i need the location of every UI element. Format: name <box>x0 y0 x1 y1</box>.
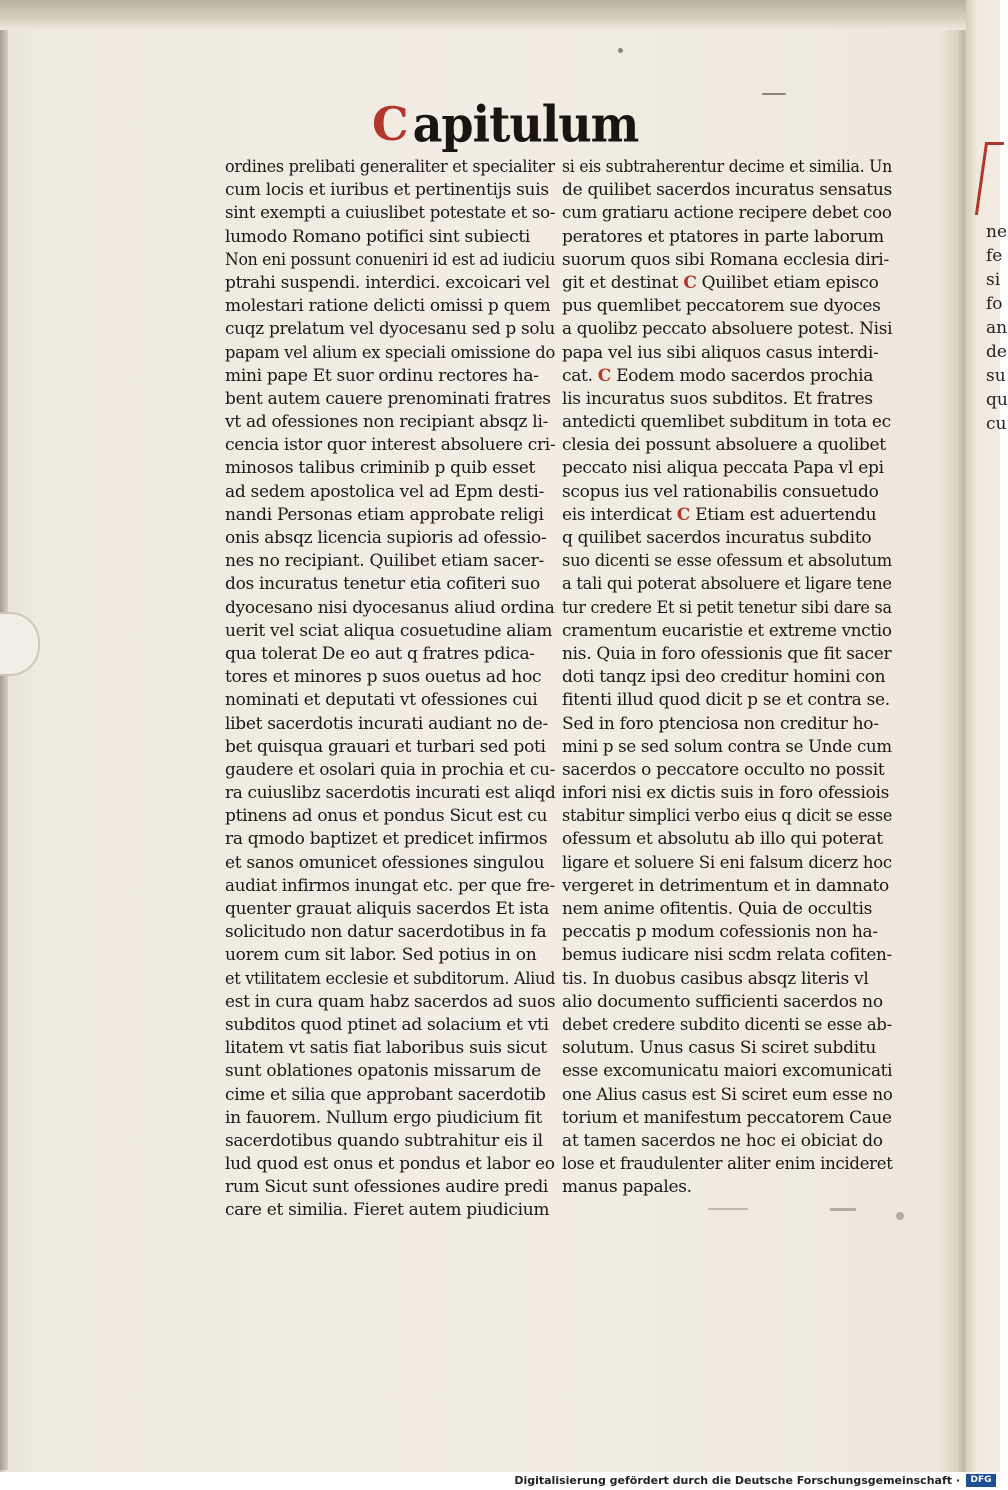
text-line: tores et minores p suos ouetus ad hoc <box>225 667 542 688</box>
text-line: in fauorem. Nullum ergo piudicium fit <box>225 1107 542 1128</box>
text-line: ra cuiuslibz sacerdotis incurati est aliqd <box>225 783 556 804</box>
text-line: libet sacerdotis incurati audiant no de- <box>225 713 548 734</box>
text-line: pus quemlibet peccatorem sue dyoces <box>562 296 881 317</box>
text-line: ofessum et absolutu ab illo qui poterat <box>562 829 883 850</box>
text-line: at tamen sacerdos ne hoc ei obiciat do <box>562 1130 883 1151</box>
text-line: subditos quod ptinet ad solacium et vti <box>225 1014 549 1035</box>
text-line: debet credere subdito dicenti se esse ab- <box>562 1014 892 1035</box>
text-line: uerit vel sciat aliqua cosuetudine aliam <box>225 620 553 641</box>
text-line: manus papales. <box>562 1177 692 1198</box>
binding-shadow <box>0 0 966 30</box>
text-line: dyocesano nisi dyocesanus aliud ordina <box>225 597 555 618</box>
text-line: tur credere Et si petit tenetur sibi dare sa <box>562 597 892 618</box>
text-line: de quilibet sacerdos incuratus sensatus <box>562 180 892 201</box>
ink-speck <box>830 1208 856 1211</box>
text-line: sacerdos o peccatore occulto no possit <box>562 759 885 780</box>
text-line: esse excomunicatu maiori excomunicati <box>562 1061 893 1082</box>
text-line: suorum quos sibi Romana ecclesia diri- <box>562 249 889 270</box>
text-line: stabitur simplici verbo eius q dicit se esse <box>562 806 893 827</box>
text-line: nis. Quia in foro ofessionis que fit sacer <box>562 643 892 664</box>
rubric-initial-fragment <box>975 142 1004 215</box>
ink-speck <box>618 48 623 53</box>
text-line: solutum. Unus casus Si sciret subditu <box>562 1038 877 1059</box>
text-line: nominati et deputati vt ofessiones cui <box>225 690 538 711</box>
paragraph-mark: C <box>597 365 612 386</box>
ink-speck <box>896 1212 904 1220</box>
text-line: bemus iudicare nisi scdm relata cofiten- <box>562 945 892 966</box>
left-text-column <box>225 156 555 1223</box>
text-line: sunt oblationes opatonis missarum de <box>225 1061 541 1082</box>
text-line: one Alius casus est Si sciret eum esse no <box>562 1084 893 1105</box>
paragraph-mark: C <box>683 272 697 293</box>
text-line: lis incuratus suos subditos. Et fratres <box>562 388 873 409</box>
text-line: tis. In duobus casibus absqz literis vl <box>562 968 869 989</box>
text-line: nes no recipiant. Quilibet etiam sacer- <box>225 551 544 572</box>
text-line: cum locis et iuribus et pertinentijs suis <box>225 180 549 201</box>
ink-speck <box>762 93 786 95</box>
text-line: audiat infirmos inungat etc. per que fre- <box>225 875 555 896</box>
text-line: cime et silia que approbant sacerdotib <box>225 1084 546 1105</box>
text-line: si eis subtraherentur decime et similia. Un <box>562 157 893 177</box>
text-line: ptrahi suspendi. interdici. excoicari vel <box>225 272 550 293</box>
facing-page-edge <box>966 0 1008 1472</box>
text-line: solicitudo non datur sacerdotibus in fa <box>225 922 547 943</box>
text-line: lud quod est onus et pondus et labor eo <box>225 1154 555 1175</box>
text-line: est in cura quam habz sacerdos ad suos <box>225 991 556 1012</box>
text-line: papa vel ius sibi aliquos casus interdi- <box>562 342 879 363</box>
text-line: quenter grauat aliquis sacerdos Et ista <box>225 899 550 919</box>
dfg-logo: DFG <box>966 1474 996 1487</box>
text-line: vt ad ofessiones non recipiant absqz li- <box>225 412 549 433</box>
text-line: sacerdotibus quando subtrahitur eis il <box>225 1130 543 1151</box>
right-text-column <box>562 156 892 1199</box>
text-line: lumodo Romano potifici sint subiecti <box>225 226 531 247</box>
text-line: dos incuratus tenetur etia cofiteri suo <box>225 574 540 595</box>
text-line: mini p se sed solum contra se Unde cum <box>562 736 892 757</box>
text-line: ligare et soluere Si eni falsum dicerz hoc <box>562 852 892 873</box>
text-line: minosos talibus criminib p quib esset <box>225 458 536 479</box>
heading-word: apitulum <box>412 94 639 154</box>
text-line: fitenti illud quod dicit p se et contra se. <box>562 690 890 711</box>
text-line: doti tanqz ipsi deo creditur homini con <box>562 667 886 688</box>
text-line: clesia dei possunt absoluere a quolibet <box>562 435 886 456</box>
text-line: ptinens ad onus et pondus Sicut est cu <box>225 806 548 827</box>
text-line: peccato nisi aliqua peccata Papa vl epi <box>562 458 884 479</box>
text-line: et sanos omunicet ofessiones singulou <box>225 852 545 873</box>
text-line: suo dicenti se esse ofessum et absolutum <box>562 551 892 572</box>
text-line: qua tolerat De eo aut q fratres pdica- <box>225 643 535 664</box>
text-line: vergeret in detrimentum et in damnato <box>562 875 889 896</box>
text-line: scopus ius vel rationabilis consuetudo <box>562 481 879 502</box>
text-line: alio documento sufficienti sacerdos no <box>562 991 883 1012</box>
text-line: a quolibz peccato absoluere potest. Nisi <box>562 319 893 340</box>
text-line: nem anime ofitentis. Quia de occultis <box>562 899 873 919</box>
previous-pages-edge <box>0 30 8 1470</box>
text-line: Sed in foro ptenciosa non creditur ho- <box>562 713 879 734</box>
text-line: cencia istor quor interest absoluere cri- <box>225 435 556 456</box>
text-line: Non eni possunt conueniri id est ad iudiciu <box>225 249 556 270</box>
text-line: ra qmodo baptizet et predicet infirmos <box>225 829 548 850</box>
text-line: antedicti quemlibet subditum in tota ec <box>562 412 891 433</box>
text-line: infori nisi ex dictis suis in foro ofessiois <box>562 783 890 804</box>
text-line: sint exempti a cuiuslibet potestate et so- <box>225 203 556 224</box>
text-line: molestari ratione delicti omissi p quem <box>225 296 551 317</box>
text-line: cuqz prelatum vel dyocesanu sed p solu <box>225 319 555 340</box>
text-line: mini pape Et suor ordinu rectores ha- <box>225 365 539 386</box>
text-line: peratores et ptatores in parte laborum <box>562 226 884 247</box>
text-line: torium et manifestum peccatorem Caue <box>562 1107 892 1128</box>
text-line: papam vel alium ex speciali omissione do <box>225 342 555 363</box>
text-line: git et destinat C Quilibet etiam episco <box>562 272 879 293</box>
text-line: ad sedem apostolica vel ad Epm desti- <box>225 481 544 502</box>
text-line: cum gratiaru actione recipere debet coo <box>562 203 892 224</box>
ink-speck <box>708 1208 748 1210</box>
text-line: gaudere et osolari quia in prochia et cu- <box>225 759 556 780</box>
text-line: a tali qui poterat absoluere et ligare tene <box>562 574 892 595</box>
text-line: cat. C Eodem modo sacerdos prochia <box>562 365 874 386</box>
text-line: onis absqz licencia supioris ad ofessio- <box>225 528 547 548</box>
text-line: peccatis p modum cofessionis non ha- <box>562 922 878 943</box>
text-line: bent autem cauere prenominati fratres <box>225 388 551 409</box>
text-line: care et similia. Fieret autem piudicium <box>225 1200 550 1221</box>
text-line: eis interdicat C Etiam est aduertendu <box>562 504 877 525</box>
text-line: nandi Personas etiam approbate religi <box>225 504 544 525</box>
text-line: litatem vt satis fiat laboribus suis sicut <box>225 1038 547 1059</box>
text-line: et vtilitatem ecclesie et subditorum. Aliud <box>225 968 556 989</box>
rubricated-initial: C <box>372 97 409 151</box>
paragraph-mark: C <box>676 504 690 525</box>
text-line: cramentum eucaristie et extreme vnctio <box>562 620 892 641</box>
text-line: rum Sicut sunt ofessiones audire predi <box>225 1177 549 1198</box>
text-line: uorem cum sit labor. Sed potius in on <box>225 945 537 966</box>
text-line: lose et fraudulenter aliter enim incideret <box>562 1154 893 1175</box>
text-line: bet quisqua grauari et turbari sed poti <box>225 736 546 757</box>
chapter-heading <box>372 86 639 154</box>
text-line: ordines prelibati generaliter et specialiter <box>225 157 555 177</box>
text-line: q quilibet sacerdos incuratus subdito <box>562 528 872 548</box>
funding-credit: Digitalisierung gefördert durch die Deutsche Forschungsgemeinschaft · <box>514 1474 960 1487</box>
facing-page-text: ne fe si fo an de su qu cu <box>986 222 1008 434</box>
